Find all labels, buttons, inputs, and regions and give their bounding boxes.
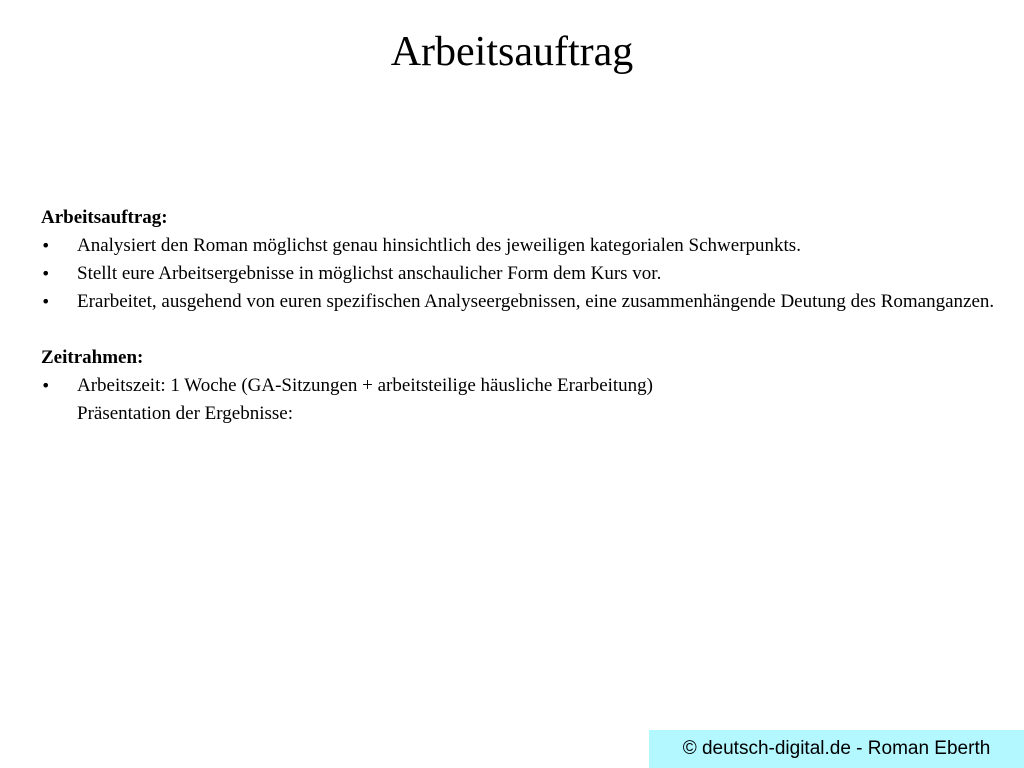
timeframe-continuation: Präsentation der Ergebnisse: [77, 403, 293, 424]
task-item [41, 260, 1001, 288]
task-item [41, 232, 1001, 260]
task-item [41, 288, 1001, 316]
slide-title: Arbeitsauftrag [390, 29, 634, 75]
task-heading: Arbeitsauftrag: [41, 207, 168, 228]
bullet-icon: • [41, 376, 51, 395]
timeframe-item-text: Arbeitszeit: 1 Woche (GA-Sitzungen + arbeitsteilige häusliche Erarbeitung) [77, 375, 654, 396]
task-list [41, 232, 1001, 316]
timeframe-list [41, 372, 1001, 400]
copyright-footer: © deutsch-digital.de - Roman Eberth [649, 730, 1024, 768]
task-item-text: Stellt eure Arbeitsergebnisse in möglichst anschaulicher Form dem Kurs vor. [77, 263, 662, 284]
slide-content [41, 204, 1001, 428]
task-section [41, 204, 1001, 316]
timeframe-heading: Zeitrahmen: [41, 347, 144, 368]
bullet-icon: • [41, 236, 51, 255]
bullet-icon: • [41, 292, 51, 311]
task-item-text: Erarbeitet, ausgehend von euren spezifischen Analyseergebnissen, eine zusammenhängende Deutung des Romanganzen. [77, 291, 995, 312]
bullet-icon: • [41, 264, 51, 283]
timeframe-item [41, 372, 1001, 400]
task-item-text: Analysiert den Roman möglichst genau hinsichtlich des jeweiligen kategorialen Schwerpunkts. [77, 235, 801, 256]
timeframe-section [41, 344, 1001, 428]
